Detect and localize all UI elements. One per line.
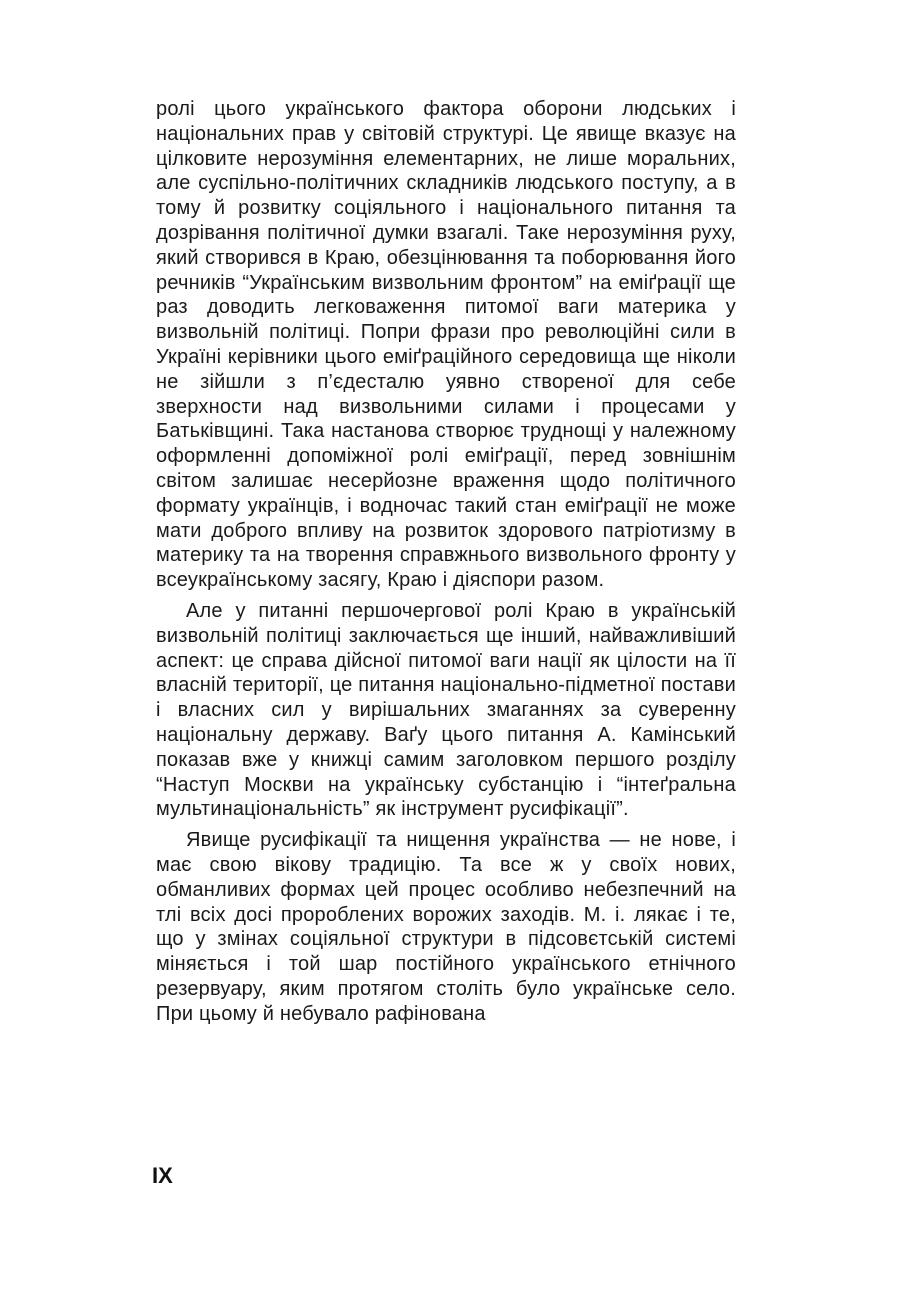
- body-text: [156, 97, 736, 1026]
- paragraph-3: Явище русифікації та нищення українства — не нове, і має свою вікову традицію. Та все ж у своїх нових, обманливих формах цей процес особливо небезпечний на тлі всіх досі пророблених ворожих заходів. М. і. лякає і те, що у змінах соціяльної структури в підсовєтській системі міняється і той шар постійного українського етнічного резервуару, яким протягом століть було українське село. При цьому й небувало рафінована: [156, 829, 736, 1025]
- page-number: IX: [152, 1163, 173, 1188]
- paragraph-1: ролі цього українського фактора оборони людських і національних прав у світовій структурі. Це явище вказує на цілковите нерозуміння елементарних, не лише моральних, але суспільно-політичних складників людського поступу, а в тому й розвитку соціяльного і національного питання та дозрівання політичної думки взагалі. Таке нерозуміння руху, який створився в Краю, обезцінювання та поборювання його речників “Українським визвольним фронтом” на еміґрації ще раз доводить легковаження питомої ваги материка у визвольній політиці. Попри фрази про революційні сили в Україні керівники цього еміґраційного середовища ще ніколи не зійшли з п’єдесталю уявно створеної для себе зверхности над визвольними силами і процесами у Батьківщині. Така настанова створює труднощі у належному оформленні допоміжної ролі еміґрації, перед зовнішнім світом залишає несерйозне враження щодо політичного формату українців, і водночас такий стан еміґрації не може мати доброго впливу на розвиток здорового патріотизму в материку та на творення справжнього визвольного фронту у всеукраїнському засягу, Краю і діяспори разом.: [156, 98, 736, 592]
- paragraph-2: Але у питанні першочергової ролі Краю в українській визвольній політиці заключається ще інший, найважливіший аспект: це справа дійсної питомої ваги нації як цілости на її власній території, це питання національно-підметної постави і власних сил у вирішальних змаганнях за суверенну національну державу. Ваґу цього питання А. Камінський показав вже у книжці самим заголовком першого розділу “Наступ Москви на українську субстанцію і “інтеґральна мультинаціональність” як інструмент русифікації”.: [156, 599, 736, 821]
